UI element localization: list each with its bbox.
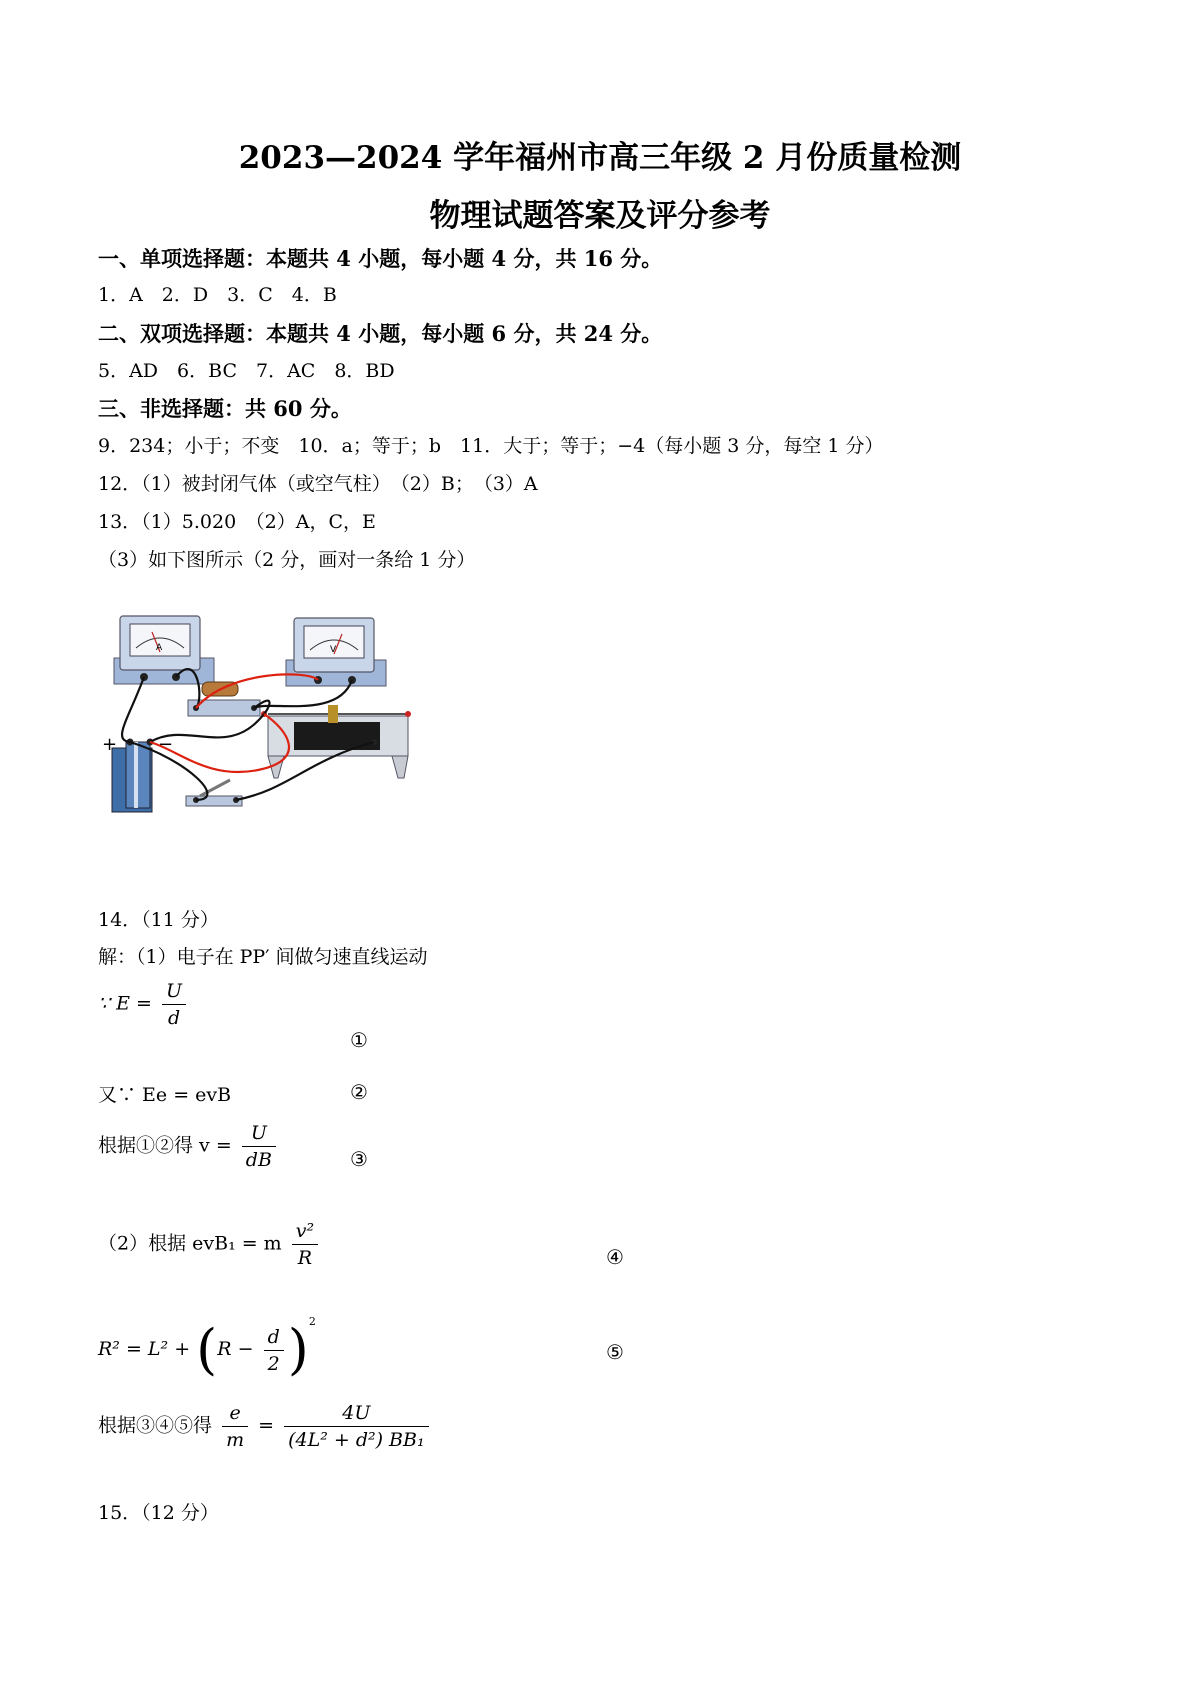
voltmeter-label: V [330,645,337,655]
fraction-e-over-m [222,1402,248,1451]
according-345-label: 根据③④⑤得 [98,1414,213,1437]
equation-6: 根据③④⑤得 $\frac{e}{m}$ = $\frac{4U}{\text{(4L² + d²) BB₁}}$ [98,1402,433,1451]
q14-solution-intro: 解：（1）电子在 PP′ 间做匀速直线运动 [98,946,428,968]
part-2-label: （2）根据 evB₁ = m [98,1232,282,1255]
equation-1 [98,980,190,1029]
fraction-denominator: (4L² + d²) BB₁ [288,1429,425,1451]
fraction-u-over-db [242,1122,276,1171]
q14-heading: 14．（11 分） [98,909,219,931]
fraction-numerator: 4U [284,1402,429,1427]
section-3-heading: 三、非选择题：共 60 分。 [98,396,352,421]
ammeter-label: A [156,643,163,653]
equation-3 [98,1122,280,1171]
fraction-numerator: d [264,1326,284,1351]
equation-mark-3: ③ [350,1147,368,1171]
equation-mark-2: ② [350,1080,368,1104]
section-1-heading: 一、单项选择题：本题共 4 小题，每小题 4 分，共 16 分。 [98,246,663,271]
answer-q13-part3: （3）如下图所示（2 分，画对一条给 1 分） [98,549,476,571]
left-paren: ( [196,1318,218,1381]
fraction-result [284,1402,429,1451]
section-2-answers: 5．AD 6．BC 7．AC 8．BD [98,360,395,382]
answer-q12: 12．（1）被封闭气体（或空气柱） （2）B； （3）A [98,473,538,495]
q15-heading: 15．（12 分） [98,1502,219,1524]
fraction-denominator: dB [245,1149,272,1171]
because-e-label: ∵ E = [98,992,152,1015]
fraction-d-over-2 [264,1326,284,1375]
equation-mark-1: ① [350,1028,368,1052]
fraction-denominator: m [226,1429,245,1451]
fraction-denominator: 2 [267,1352,280,1375]
fraction-numerator: U [162,980,186,1005]
fraction-v2-over-r [292,1220,318,1269]
eq5-left-label: R² = L² + [98,1338,191,1360]
document-title: 2023—2024 学年福州市高三年级 2 月份质量检测 [238,140,962,176]
section-1-answers: 1．A 2．D 3．C 4．B [98,284,337,306]
fraction-denominator: R [297,1247,313,1269]
equation-mark-4: ④ [606,1245,624,1269]
according-12-label: 根据①②得 v = [98,1134,232,1157]
fraction-u-over-d [162,980,186,1029]
answer-q13: 13．（1）5.020 （2）A，C，E [98,511,376,533]
equation-2: 又∵ Ee = evB [98,1084,232,1106]
equation-4 [98,1220,322,1269]
fraction-numerator: U [242,1122,276,1147]
document-subtitle: 物理试题答案及评分参考 [429,198,771,234]
section-2-heading: 二、双项选择题：本题共 4 小题，每小题 6 分，共 24 分。 [98,321,663,346]
right-paren: ) [287,1318,309,1381]
circuit-diagram [102,610,458,895]
battery-plus-label: + [102,734,118,755]
rheostat [261,705,411,778]
equation-5: R² = L² + (R − $\frac{d}{2}$ )$^2$ [98,1315,316,1381]
fraction-numerator: e [222,1402,248,1427]
equation-mark-5: ⑤ [606,1340,624,1364]
answer-q9-11: 9．234；小于；不变 10．a；等于；b 11．大于；等于；−4（每小题 3 分，每空 1 分） [98,435,884,457]
fraction-denominator: d [167,1007,181,1029]
fraction-numerator: v² [292,1220,318,1245]
battery-minus-label: − [158,734,174,755]
switch [186,780,242,806]
ammeter [114,616,214,684]
